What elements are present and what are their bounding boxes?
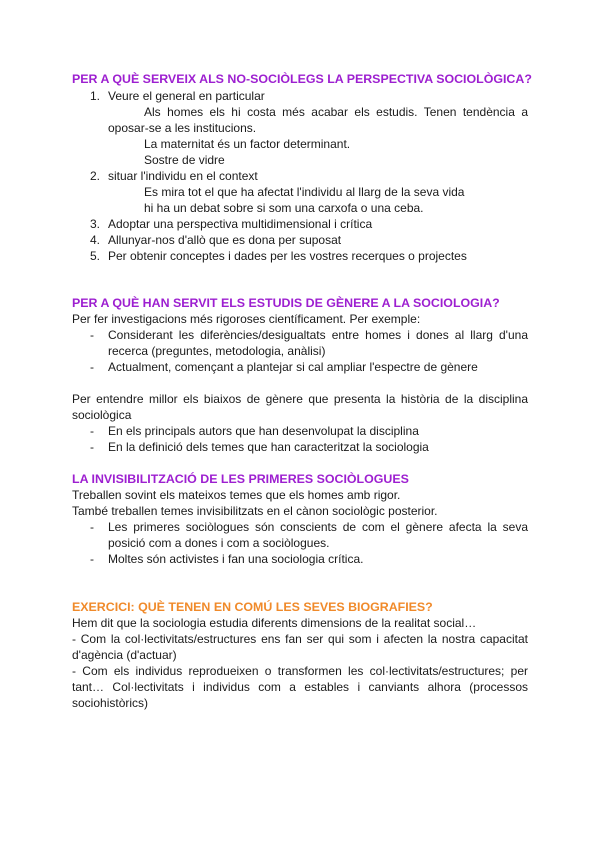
section2-heading: PER A QUÈ HAN SERVIT ELS ESTUDIS DE GÈNERE A LA SOCIOLOGIA? xyxy=(72,296,500,310)
section2-bullet3: En els principals autors que han desenvolupat la disciplina xyxy=(108,424,419,438)
section2-intro: Per fer investigacions més rigoroses científicament. Per exemple: xyxy=(72,312,421,326)
section3-line1: Treballen sovint els mateixos temes que els homes amb rigor. xyxy=(72,488,401,502)
item3-number: 3. xyxy=(90,217,101,231)
item1-sub-line3: La maternitat és un factor determinant. xyxy=(144,137,351,151)
section3-line2: També treballen temes invisibilitzats en el cànon sociològic posterior. xyxy=(72,504,438,518)
section2-bullet4: En la definició dels temes que han caracteritzat la sociologia xyxy=(108,440,429,454)
item2-sub-line1: Es mira tot el que ha afectat l'individu al llarg de la seva vida xyxy=(144,185,465,199)
section2-paragraph-line2: sociològica xyxy=(72,408,132,422)
item5-text: Per obtenir conceptes i dades per les vostres recerques o projectes xyxy=(108,249,467,263)
item5-number: 5. xyxy=(90,249,101,263)
section3-heading: LA INVISIBILITZACIÓ DE LES PRIMERES SOCIÒLOGUES xyxy=(72,472,409,486)
item1-text: Veure el general en particular xyxy=(108,89,265,103)
section4-line3: d'agència (d'actuar) xyxy=(72,648,177,662)
bullet-dash: - xyxy=(90,328,94,342)
section3-bullet1-line2: posició com a dones i com a sociòlogues. xyxy=(108,536,330,550)
section4-heading: EXERCICI: QUÈ TENEN EN COMÚ LES SEVES BIOGRAFIES? xyxy=(72,600,433,614)
item4-number: 4. xyxy=(90,233,101,247)
bullet-dash: - xyxy=(90,440,94,454)
item2-text: situar l'individu en el context xyxy=(108,169,258,183)
bullet-dash: - xyxy=(90,520,94,534)
section4-line2: - Com la col·lectivitats/estructures ens fan ser qui som i afecten la nostra capacitat xyxy=(72,632,528,646)
section2-bullet1-line2: recerca (preguntes, metodologia, anàlisi) xyxy=(108,344,326,358)
bullet-dash: - xyxy=(90,360,94,374)
section2-bullet2: Actualment, començant a plantejar si cal ampliar l'espectre de gènere xyxy=(108,360,478,374)
item2-number: 2. xyxy=(90,169,101,183)
item2-sub-line2: hi ha un debat sobre si som una carxofa o una ceba. xyxy=(144,201,424,215)
section3-bullet2: Moltes són activistes i fan una sociologia crítica. xyxy=(108,552,364,566)
bullet-dash: - xyxy=(90,552,94,566)
section4-line1: Hem dit que la sociologia estudia diferents dimensions de la realitat social… xyxy=(72,616,477,630)
section4-line5: tant… Col·lectivitats i individus com a estables i canviants alhora (processos xyxy=(72,680,528,694)
section2-paragraph-line1: Per entendre millor els biaixos de gènere que presenta la història de la disciplina xyxy=(72,392,528,406)
item3-text: Adoptar una perspectiva multidimensional i crítica xyxy=(108,217,373,231)
bullet-dash: - xyxy=(90,424,94,438)
section2-bullet1-line1: Considerant les diferències/desigualtats entre homes i dones al llarg d'una xyxy=(108,328,528,342)
section1-heading: PER A QUÈ SERVEIX ALS NO-SOCIÒLEGS LA PERSPECTIVA SOCIOLÒGICA? xyxy=(72,72,532,86)
item1-number: 1. xyxy=(90,89,101,103)
item4-text: Allunyar-nos d'allò que es dona per suposat xyxy=(108,233,342,247)
item1-sub-line1: Als homes els hi costa més acabar els estudis. Tenen tendència a xyxy=(144,105,528,119)
section3-bullet1-line1: Les primeres sociòlogues són conscients de com el gènere afecta la seva xyxy=(108,520,528,534)
section4-line4: - Com els individus reprodueixen o transformen les col·lectivitats/estructures; per xyxy=(72,664,528,678)
section4-line6: sociohistòrics) xyxy=(72,696,149,710)
item1-sub-line2: oposar-se a les institucions. xyxy=(108,121,257,135)
item1-sub-line4: Sostre de vidre xyxy=(144,153,225,167)
